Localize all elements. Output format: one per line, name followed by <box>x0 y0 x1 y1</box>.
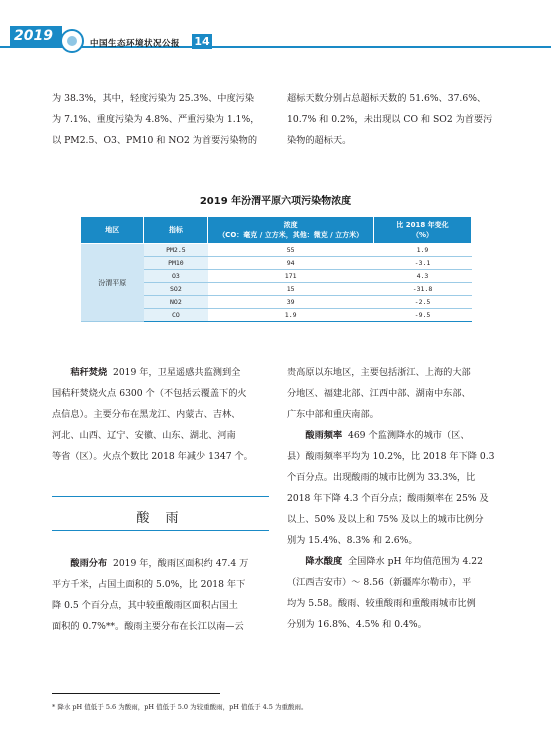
text-line <box>52 553 269 574</box>
straw-burning-heading: 秸秆焚烧 <box>70 367 108 378</box>
pollutant-table <box>80 216 472 322</box>
text-line: 等省（区）。火点个数比 2018 年减少 1347 个。 <box>52 451 253 462</box>
col-header-region: 地区 <box>81 217 144 244</box>
value-cell: 55 <box>208 244 374 257</box>
text-line: 县）酸雨频率平均为 10.2%，比 2018 年下降 0.3 <box>287 451 495 462</box>
footnote: * 降水 pH 值低于 5.6 为酸雨，pH 值低于 5.0 为较重酸雨，pH 值低于 4.5 为重酸雨。 <box>52 703 308 711</box>
indicator-cell: NO2 <box>144 296 208 309</box>
indicator-cell: SO2 <box>144 283 208 296</box>
section-title: 酸 雨 <box>136 511 185 526</box>
text-line: 10.7% 和 0.2%，未出现以 CO 和 SO2 为首要污 <box>287 114 493 125</box>
section-rule-bottom <box>52 530 269 531</box>
footnote-rule <box>52 693 220 694</box>
text-run: 全国降水 pH 年均值范围为 4.22 <box>347 556 483 567</box>
text-line: 面积的 0.7%**。酸雨主要分布在长江以南—云 <box>52 621 244 632</box>
text-line: 超标天数分别占总超标天数的 51.6%、37.6%、 <box>287 93 487 104</box>
col-header-concentration <box>208 217 374 244</box>
header-year: 2019 <box>10 26 62 47</box>
indicator-cell: PM10 <box>144 257 208 270</box>
header-line: （CO：毫克 / 立方米，其他：微克 / 立方米） <box>218 231 364 239</box>
value-cell: 1.9 <box>208 309 374 322</box>
report-logo-icon <box>60 29 84 53</box>
text-line: 个百分点。出现酸雨的城市比例为 33.3%，比 <box>287 472 476 483</box>
text-line <box>52 362 269 383</box>
header-line: 浓度 <box>283 221 298 229</box>
text-line: 降 0.5 个百分点，其中较重酸雨区面积占国土 <box>52 600 238 611</box>
text-line: 点信息）。主要分布在黑龙江、内蒙古、吉林、 <box>52 409 241 420</box>
text-line: 为 38.3%，其中，轻度污染为 25.3%、中度污染 <box>52 93 255 104</box>
change-cell: -9.5 <box>373 309 471 322</box>
table-row <box>81 244 472 257</box>
text-line <box>287 551 504 572</box>
acid-distribution-paragraph <box>52 553 269 637</box>
text-run: 2019 年，酸雨区面积约 47.4 万 <box>112 558 249 569</box>
change-cell: 1.9 <box>373 244 471 257</box>
indicator-cell: O3 <box>144 270 208 283</box>
text-line: 河北、山西、辽宁、安徽、山东、湖北、河南 <box>52 430 236 441</box>
value-cell: 15 <box>208 283 374 296</box>
value-cell: 171 <box>208 270 374 283</box>
precipitation-acidity-heading: 降水酸度 <box>305 556 343 567</box>
change-cell: -31.8 <box>373 283 471 296</box>
text-line: 分地区、福建北部、江西中部、湖南中东部、 <box>287 388 471 399</box>
text-line: 以 PM2.5、O3、PM10 和 NO2 为首要污染物的 <box>52 135 258 146</box>
acid-distribution-heading: 酸雨分布 <box>70 558 108 569</box>
col-header-change <box>373 217 471 244</box>
region-cell: 汾渭平原 <box>81 244 144 322</box>
text-line: （江西吉安市）～ 8.56（新疆库尔勒市），平 <box>287 577 472 588</box>
table-header-row <box>81 217 472 244</box>
value-cell: 94 <box>208 257 374 270</box>
right-column-paragraphs <box>287 362 504 635</box>
text-run: 469 个监测降水的城市（区、 <box>347 430 470 441</box>
indicator-cell: PM2.5 <box>144 244 208 257</box>
header-line: 比 2018 年变化 <box>396 221 449 229</box>
report-title: 中国生态环境状况公报 <box>90 39 181 49</box>
section-rule-top <box>52 496 269 497</box>
text-line <box>287 425 504 446</box>
text-run: 2019 年，卫星遥感共监测到全 <box>112 367 241 378</box>
text-line: 贵高原以东地区，主要包括浙江、上海的大部 <box>287 367 471 378</box>
text-line: 分别为 16.8%、4.5% 和 0.4%。 <box>287 619 427 630</box>
change-cell: -2.5 <box>373 296 471 309</box>
text-line: 2018 年下降 4.3 个百分点；酸雨频率在 25% 及 <box>287 493 489 504</box>
text-line: 以上、50% 及以上和 75% 及以上的城市比例分 <box>287 514 484 525</box>
top-left-paragraph <box>52 88 269 151</box>
text-line: 染物的超标天。 <box>287 135 352 146</box>
text-line: 别为 15.4%、8.3% 和 2.6%。 <box>287 535 418 546</box>
acid-frequency-heading: 酸雨频率 <box>305 430 343 441</box>
page-number: 14 <box>192 34 212 49</box>
col-header-indicator: 指标 <box>144 217 208 244</box>
change-cell: 4.3 <box>373 270 471 283</box>
text-line: 均为 5.58。酸雨、较重酸雨和重酸雨城市比例 <box>287 598 476 609</box>
indicator-cell: CO <box>144 309 208 322</box>
header-line: （%） <box>411 231 433 239</box>
text-line: 为 7.1%、重度污染为 4.8%、严重污染为 1.1%， <box>52 114 260 125</box>
table-title: 2019 年汾渭平原六项污染物浓度 <box>199 196 352 207</box>
text-line: 国秸秆焚烧火点 6300 个（不包括云覆盖下的火 <box>52 388 247 399</box>
text-line: 平方千米，占国土面积的 5.0%，比 2018 年下 <box>52 579 246 590</box>
change-cell: -3.1 <box>373 257 471 270</box>
top-right-paragraph <box>287 88 504 151</box>
straw-burning-paragraph <box>52 362 269 467</box>
text-line: 广东中部和重庆南部。 <box>287 409 379 420</box>
value-cell: 39 <box>208 296 374 309</box>
